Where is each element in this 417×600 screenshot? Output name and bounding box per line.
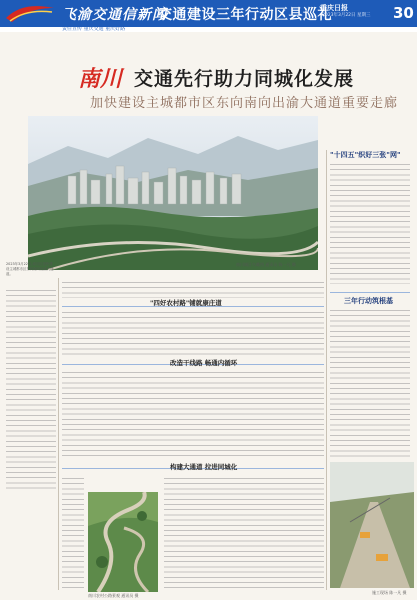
photo-caption: 南川城区鸟瞰图 通讯员 陈一凡 摄	[236, 262, 296, 267]
sub-headline: 加快建设主城都市区东向南向出渝大通道重要走廊	[90, 96, 399, 111]
masthead-brand: 飞渝交通信新闻	[62, 7, 167, 23]
paper-name: 重庆日报	[320, 4, 348, 12]
city-aerial-photo	[28, 116, 318, 270]
sidebar-text-block	[330, 164, 410, 284]
column-divider-left	[58, 278, 59, 590]
construction-caption: 施工现场 陈一凡 摄	[372, 590, 407, 595]
section-3-text	[164, 478, 324, 590]
construction-photo	[330, 462, 414, 588]
column-divider	[326, 150, 327, 590]
county-title: 南川	[78, 66, 123, 92]
sidebar-text-block-2	[330, 310, 410, 458]
section-heading-corridor: 构建大通道 拉进同城化	[170, 463, 238, 471]
sidebar-divider	[330, 292, 410, 293]
sidebar	[330, 150, 410, 284]
sidebar-heading: "十四五"织好三张"网"	[330, 151, 401, 159]
section-3-left-text	[62, 478, 84, 590]
rural-road-caption: 南川农村公路景观 通讯员 摄	[88, 593, 139, 598]
section-intro-lines	[62, 282, 324, 298]
masthead	[0, 0, 417, 32]
lead-text: 2023年3月22日,南川区加快建设主城都市区东向南向出渝大通道。	[6, 262, 54, 277]
section-1-text	[62, 312, 324, 356]
lead-column-lines	[6, 290, 56, 490]
lead-paragraph	[6, 262, 56, 278]
logo-icon	[4, 2, 56, 24]
page-number: 30	[393, 4, 414, 22]
sidebar-heading-2: 三年行动筑根基	[344, 297, 393, 305]
section-heading-rural-roads: "四好农村路"铺就康庄道	[150, 299, 222, 307]
section-2-text	[62, 372, 324, 458]
masthead-sub-links: 责任宣传 重庆交通 重庆好路	[62, 26, 126, 32]
issue-date: 2023年3月22日 星期三	[322, 13, 371, 18]
masthead-title: 交通建设三年行动区县巡礼	[158, 7, 332, 23]
rural-road-photo	[88, 492, 158, 592]
section-heading-trunk-roads: 改造干线路 畅通内循环	[170, 359, 238, 367]
main-headline: 交通先行助力同城化发展	[134, 68, 355, 90]
